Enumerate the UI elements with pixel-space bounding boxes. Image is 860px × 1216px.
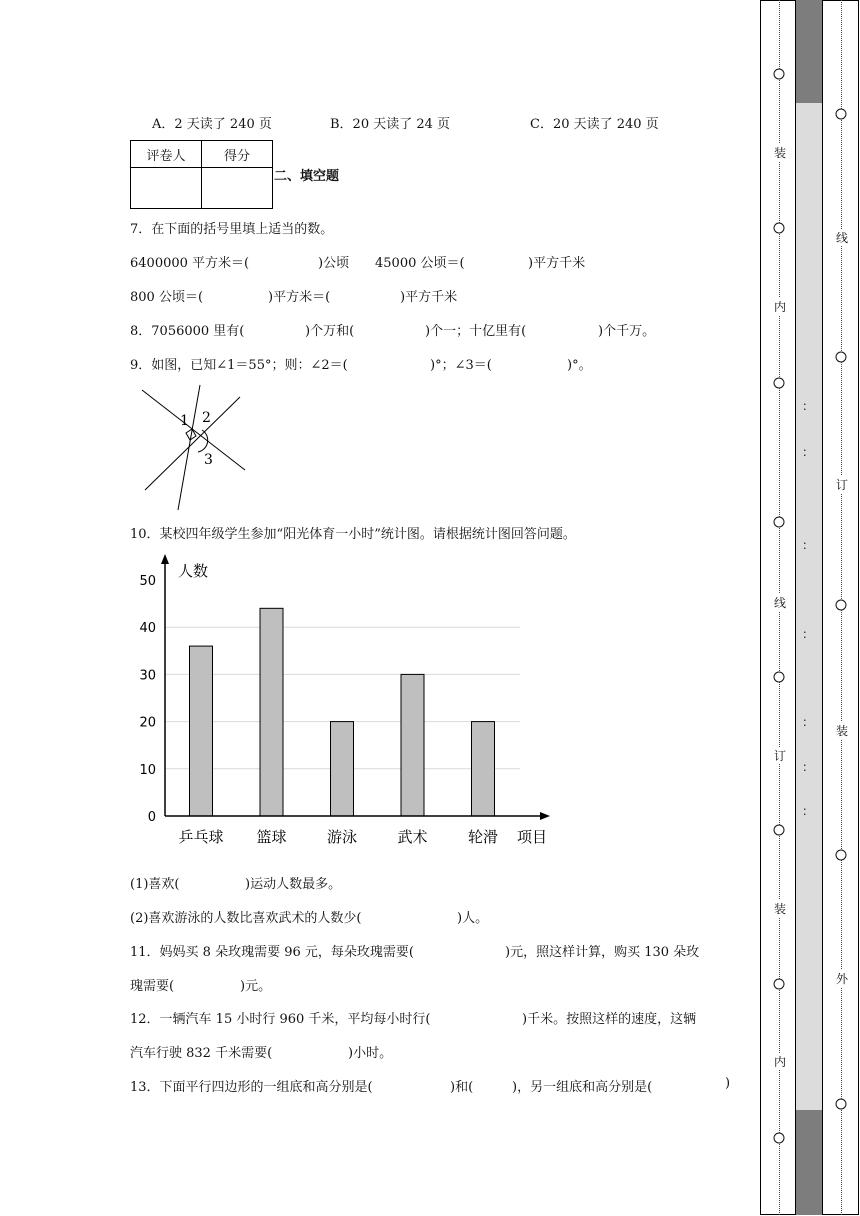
y-tick-label: 30	[139, 668, 156, 684]
bar-0	[190, 646, 213, 816]
x-tick-label: 乒乓球	[178, 828, 224, 846]
q9-b: )°；∠3＝(	[430, 358, 492, 373]
gray-mark: ：	[801, 445, 815, 459]
q7-line1d: )平方千米	[528, 256, 586, 271]
inner-char: 装	[773, 902, 787, 916]
q8-c: )个一；十亿里有(	[425, 324, 527, 339]
q7-line2c: )平方千米	[400, 290, 458, 305]
bar-4	[472, 722, 495, 816]
reviewer-header: 评卷人	[131, 141, 202, 168]
bar-1	[260, 608, 283, 816]
strip-dark-bottom	[795, 1110, 822, 1215]
strip-gray	[795, 103, 822, 1110]
score-table	[130, 140, 273, 209]
q7-line1b: )公顷	[318, 256, 350, 271]
score-header: 得分	[202, 141, 273, 168]
outer-char: 装	[835, 724, 849, 738]
q11-b: )元，照这样计算，购买 130 朵玫	[505, 945, 700, 960]
outer-circle	[836, 352, 847, 363]
gray-mark: ：	[801, 715, 815, 729]
q11-a: 11．妈妈买 8 朵玫瑰需要 96 元，每朵玫瑰需要(	[130, 945, 414, 960]
inner-char: 内	[773, 300, 787, 314]
line-steep	[178, 385, 200, 510]
q12-a: 12．一辆汽车 15 小时行 960 千米，平均每小时行(	[130, 1012, 431, 1027]
q9-c: )°。	[567, 358, 592, 373]
chart-y-ticks	[139, 574, 156, 825]
bar-3	[401, 674, 424, 816]
q8-a: 8．7056000 里有(	[130, 324, 245, 339]
bar-chart	[130, 550, 570, 850]
section-title: 二、填空题	[274, 169, 340, 184]
score-cell[interactable]	[202, 168, 273, 209]
q12-b: )千米。按照这样的速度，这辆	[522, 1012, 697, 1027]
bar-2	[331, 722, 354, 816]
gray-mark: ：	[801, 538, 815, 552]
inner-circle	[774, 517, 785, 528]
y-tick-label: 0	[147, 810, 156, 825]
inner-circle	[774, 69, 785, 80]
gray-mark: ：	[801, 804, 815, 818]
x-axis-label: 项目	[517, 828, 548, 846]
chart-x-ticks	[178, 828, 498, 846]
inner-circle	[774, 979, 785, 990]
q12-c: 汽车行驶 832 千米需要(	[130, 1046, 273, 1061]
y-tick-label: 10	[139, 762, 156, 778]
q7-line1a: 6400000 平方米＝(	[130, 256, 250, 271]
line-rising	[145, 397, 240, 490]
q10-sub1b: )运动人数最多。	[245, 877, 342, 892]
q13-a: 13．下面平行四边形的一组底和高分别是(	[130, 1080, 373, 1095]
angle-label-3: 3	[204, 452, 213, 468]
q12-d: )小时。	[348, 1046, 393, 1061]
option-a: A．2 天读了 240 页	[152, 117, 272, 132]
gray-mark: ：	[801, 627, 815, 641]
y-tick-label: 20	[139, 715, 156, 731]
inner-char: 线	[773, 596, 787, 610]
q8-b: )个万和(	[305, 324, 355, 339]
x-axis-arrow	[540, 812, 550, 820]
q13-c: )，另一组底和高分别是(	[512, 1080, 653, 1095]
gray-mark: ：	[801, 760, 815, 774]
q10-sub2a: (2)喜欢游泳的人数比喜欢武术的人数少(	[130, 911, 362, 926]
q13-b: )和(	[450, 1080, 474, 1095]
q7-line1c: 45000 公顷＝(	[375, 256, 465, 271]
x-tick-label: 游泳	[326, 828, 358, 846]
outer-circle	[836, 600, 847, 611]
inner-circle	[774, 1133, 785, 1144]
strip-dark-top	[795, 0, 822, 103]
y-axis-arrow	[161, 554, 169, 564]
y-tick-label: 50	[139, 574, 156, 589]
gray-mark: ：	[801, 399, 815, 413]
q9-a: 9．如图，已知∠1＝55°；则：∠2＝(	[130, 358, 348, 373]
q10-sub2b: )人。	[457, 911, 489, 926]
inner-char: 装	[773, 146, 787, 160]
reviewer-cell[interactable]	[131, 168, 202, 209]
angle-figure	[140, 380, 250, 515]
inner-circle	[774, 223, 785, 234]
q13-d: )	[725, 1076, 731, 1091]
strip-border-right	[822, 0, 823, 1215]
outer-char: 外	[835, 972, 849, 986]
q7-line2b: )平方米＝(	[268, 290, 331, 305]
q10-sub1a: (1)喜欢(	[130, 877, 180, 892]
x-tick-label: 武术	[397, 828, 428, 846]
q8-d: )个千万。	[598, 324, 656, 339]
angle-label-1: 1	[180, 413, 189, 429]
angle-label-2: 2	[202, 410, 211, 426]
inner-circle	[774, 825, 785, 836]
y-axis-label: 人数	[178, 562, 209, 580]
q11-d: )元。	[240, 979, 272, 994]
x-tick-label: 轮滑	[467, 828, 499, 846]
inner-circle	[774, 672, 785, 683]
q11-c: 瑰需要(	[130, 979, 175, 994]
y-tick-label: 40	[139, 621, 156, 637]
option-b: B．20 天读了 24 页	[330, 117, 451, 132]
q7-line2a: 800 公顷＝(	[130, 290, 204, 305]
outer-char: 订	[835, 478, 849, 492]
inner-circle	[774, 378, 785, 389]
chart-bars	[190, 608, 495, 816]
option-c: C．20 天读了 240 页	[530, 117, 659, 132]
line-diagonal	[142, 390, 245, 470]
strip-border-left	[795, 0, 796, 1215]
outer-circle	[836, 850, 847, 861]
x-tick-label: 篮球	[256, 828, 287, 846]
outer-char: 线	[835, 231, 849, 245]
q7-stem: 7．在下面的括号里填上适当的数。	[130, 222, 334, 237]
outer-circle	[836, 1099, 847, 1110]
inner-char: 订	[773, 749, 787, 763]
inner-char: 内	[773, 1055, 787, 1069]
outer-circle	[836, 109, 847, 120]
q10-stem: 10．某校四年级学生参加“阳光体育一小时”统计图。请根据统计图回答问题。	[130, 527, 576, 542]
